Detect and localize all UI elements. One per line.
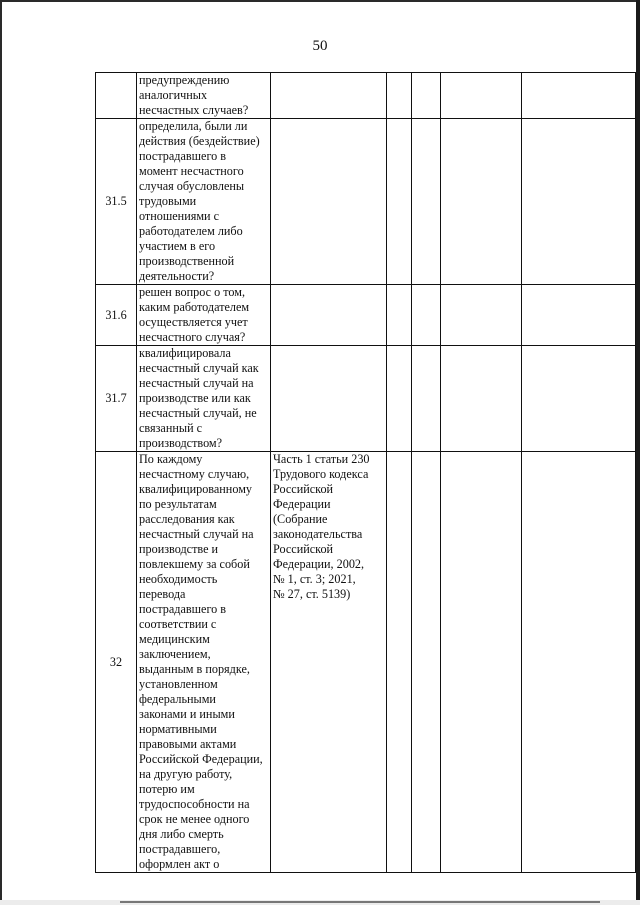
question-text-line: несчастный случай как [139, 361, 259, 375]
table-row [96, 119, 636, 285]
reference-text-line: (Собрание [273, 512, 328, 526]
table-row [96, 346, 636, 452]
reference-text-line: законодательства [273, 527, 363, 541]
question-text-line: трудоспособности на [139, 797, 250, 811]
reference-text-line: Федерации, 2002, [273, 557, 365, 571]
question-text-line: решен вопрос о том, [139, 285, 246, 299]
reference-cell [271, 119, 387, 285]
reference-text-line: Федерации [273, 497, 331, 511]
question-text-line: квалифицировала [139, 346, 231, 360]
question-text-line: потерю им [139, 782, 195, 796]
question-text-line: законами и иными [139, 707, 235, 721]
answer-no-cell [412, 73, 441, 119]
reference-text-line: Российской [273, 542, 334, 556]
question-text-line: действия (бездействие) [139, 134, 260, 148]
note-cell [522, 285, 636, 346]
reference-text-line: № 27, ст. 5139) [273, 587, 351, 601]
not-applicable-cell [441, 119, 522, 285]
checklist-table [95, 72, 636, 873]
answer-no-cell [412, 119, 441, 285]
answer-no-cell [412, 452, 441, 873]
scan-border-right [636, 0, 640, 905]
question-text-line: правовыми актами [139, 737, 237, 751]
question-cell [137, 73, 271, 119]
table-row [96, 285, 636, 346]
question-text-line: необходимость [139, 572, 218, 586]
answer-yes-cell [387, 452, 412, 873]
reference-cell [271, 285, 387, 346]
question-cell [137, 346, 271, 452]
question-text-line: пострадавшего в [139, 149, 227, 163]
not-applicable-cell [441, 452, 522, 873]
question-text-line: нормативными [139, 722, 217, 736]
row-number: 31.7 [96, 346, 137, 452]
note-cell [522, 346, 636, 452]
answer-yes-cell [387, 346, 412, 452]
question-cell [137, 285, 271, 346]
note-cell [522, 73, 636, 119]
not-applicable-cell [441, 73, 522, 119]
question-text-line: перевода [139, 587, 186, 601]
reference-cell [271, 346, 387, 452]
question-text-line: по результатам [139, 497, 217, 511]
question-text-line: По каждому [139, 452, 203, 466]
table-row [96, 73, 636, 119]
table-row [96, 452, 636, 873]
row-number: 31.5 [96, 119, 137, 285]
question-text-line: пострадавшего в [139, 602, 227, 616]
question-text-line: Российской Федерации, [139, 752, 263, 766]
reference-cell [271, 73, 387, 119]
scan-border-top [0, 0, 640, 2]
question-text-line: предупреждению [139, 73, 230, 87]
question-text-line: повлекшему за собой [139, 557, 250, 571]
question-text-line: производственной [139, 254, 235, 268]
reference-text-line: Российской [273, 482, 334, 496]
question-text-line: несчастного случая? [139, 330, 246, 344]
reference-text-line: Часть 1 статьи 230 [273, 452, 370, 466]
reference-cell [271, 452, 387, 873]
answer-yes-cell [387, 119, 412, 285]
not-applicable-cell [441, 346, 522, 452]
question-text-line: отношениями с [139, 209, 220, 223]
question-text-line: несчастных случаев? [139, 103, 249, 117]
answer-no-cell [412, 346, 441, 452]
question-text-line: пострадавшего, [139, 842, 221, 856]
question-text-line: дня либо смерть [139, 827, 224, 841]
answer-yes-cell [387, 285, 412, 346]
question-text-line: заключением, [139, 647, 211, 661]
question-text-line: оформлен акт о [139, 857, 220, 871]
question-text-line: медицинским [139, 632, 210, 646]
question-text-line: трудовыми [139, 194, 197, 208]
not-applicable-cell [441, 285, 522, 346]
question-text-line: случая обусловлены [139, 179, 245, 193]
answer-no-cell [412, 285, 441, 346]
question-text-line: производстве и [139, 542, 219, 556]
question-cell [137, 119, 271, 285]
question-text-line: определила, были ли [139, 119, 248, 133]
question-text-line: участием в его [139, 239, 216, 253]
page-number: 50 [312, 38, 328, 54]
question-text-line: момент несчастного [139, 164, 244, 178]
question-text-line: работодателем либо [139, 224, 243, 238]
row-number [96, 73, 137, 119]
row-number: 31.6 [96, 285, 137, 346]
question-text-line: несчастный случай на [139, 376, 254, 390]
scan-border-left [0, 0, 2, 905]
note-cell [522, 119, 636, 285]
question-text-line: аналогичных [139, 88, 208, 102]
question-text-line: связанный с [139, 421, 203, 435]
question-text-line: срок не менее одного [139, 812, 250, 826]
question-text-line: осуществляется учет [139, 315, 248, 329]
question-text-line: выданным в порядке, [139, 662, 250, 676]
scan-border-bottom [0, 900, 640, 905]
question-text-line: деятельности? [139, 269, 215, 283]
question-text-line: на другую работу, [139, 767, 233, 781]
question-text-line: федеральными [139, 692, 216, 706]
question-text-line: установленном [139, 677, 218, 691]
note-cell [522, 452, 636, 873]
reference-text-line: № 1, ст. 3; 2021, [273, 572, 356, 586]
answer-yes-cell [387, 73, 412, 119]
question-text-line: квалифицированному [139, 482, 253, 496]
question-text-line: расследования как [139, 512, 235, 526]
question-text-line: несчастному случаю, [139, 467, 250, 481]
question-text-line: соответствии с [139, 617, 217, 631]
row-number: 32 [96, 452, 137, 873]
question-text-line: несчастный случай, не [139, 406, 257, 420]
question-text-line: несчастный случай на [139, 527, 254, 541]
question-text-line: производством? [139, 436, 223, 450]
question-text-line: каким работодателем [139, 300, 250, 314]
reference-text-line: Трудового кодекса [273, 467, 369, 481]
question-cell [137, 452, 271, 873]
question-text-line: производстве или как [139, 391, 251, 405]
